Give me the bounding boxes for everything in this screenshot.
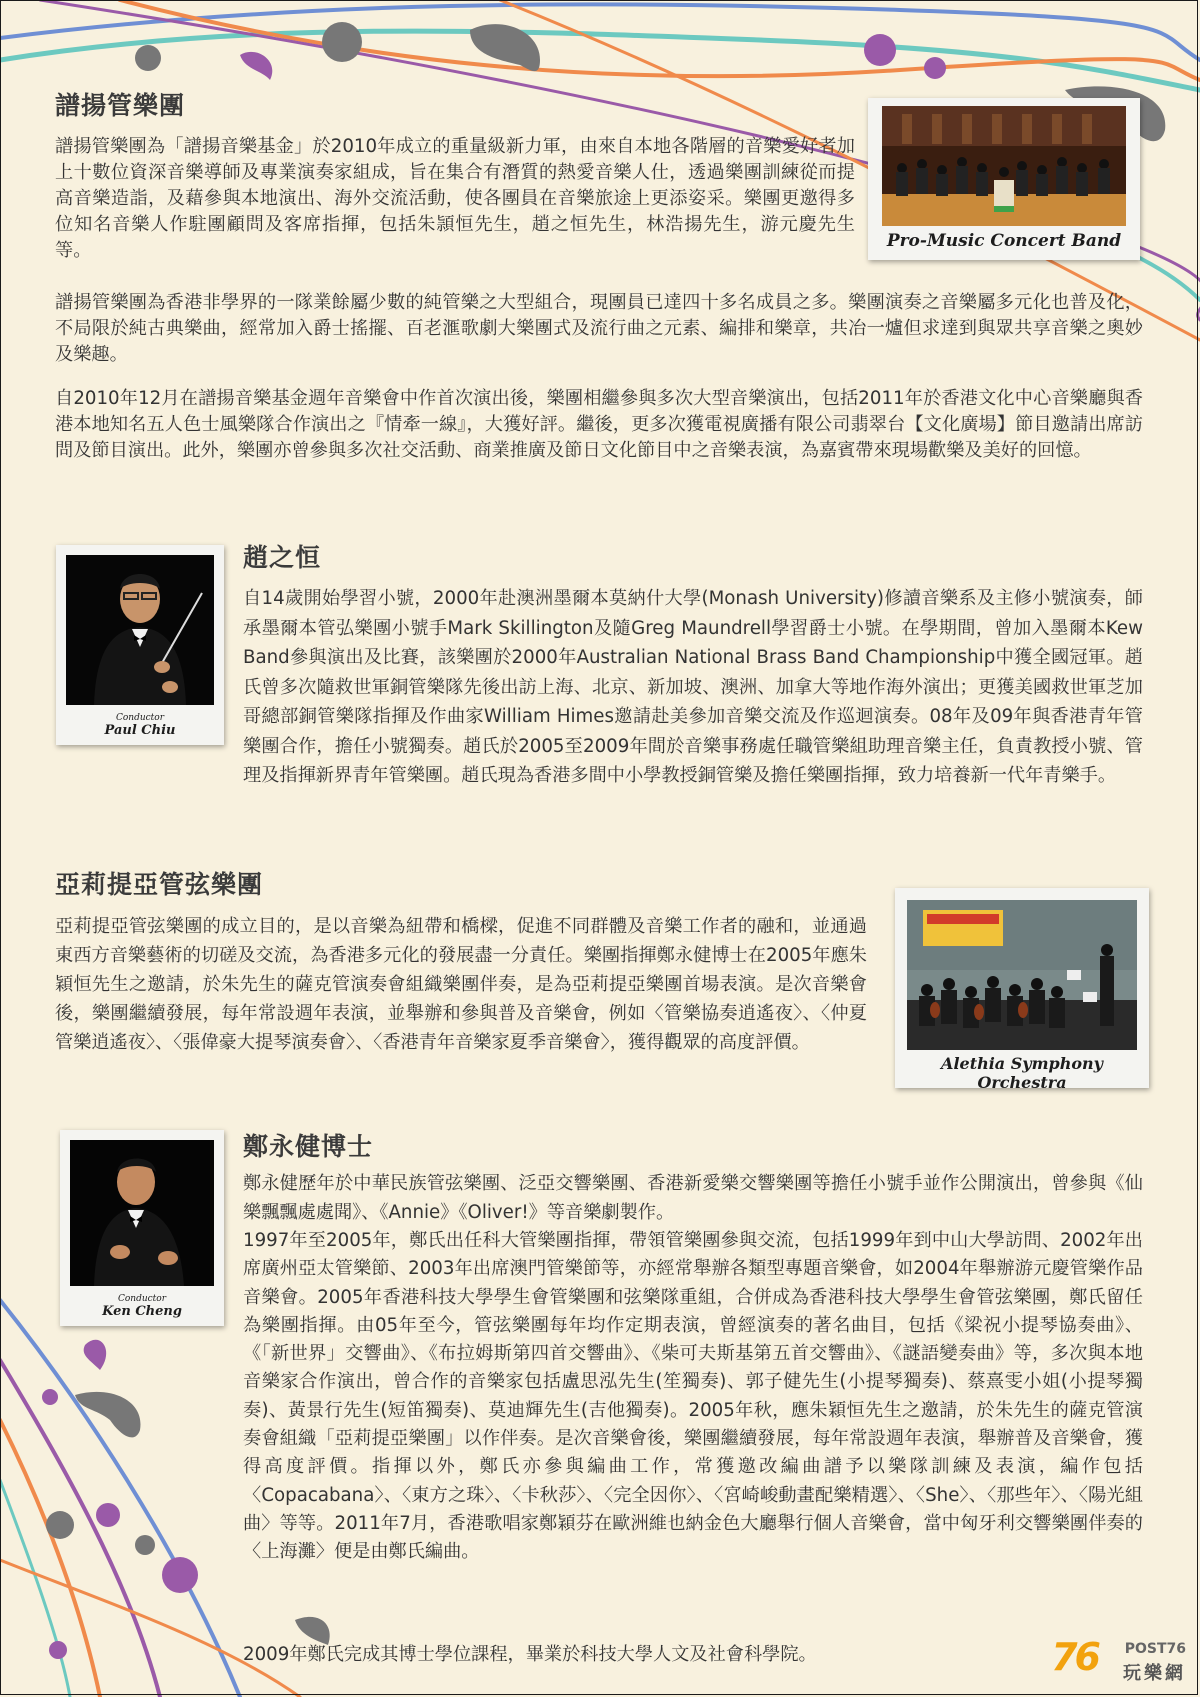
pro-music-paragraph-1: 譜揚管樂團為「譜揚音樂基金」於2010年成立的重量級新力軍，由來自本地各階層的音樂愛好者加上十數位資深音樂導師及專業演奏家組成，旨在集合有潛質的熱愛音樂人仕，透過樂團訓練從而提高音樂造詣，及藉參與本地演出、海外交流活動，使各團員在音樂旅途上更添姿采。樂團更邀得多位知名音樂人作駐團顧問及客席指揮，包括朱頴恒先生，趙之恒先生，林浩揚先生，游元慶先生等。 — [55, 136, 855, 261]
pro-music-paragraph-3: 自2010年12月在譜揚音樂基金週年音樂會中作首次演出後，樂團相繼參與多次大型音樂演出，包括2011年於香港文化中心音樂廳與香港本地知名五人色士風樂隊合作演出之『情牽一線』，大獲好評。繼後，更多次獲電視廣播有限公司翡翠台【文化廣場】節目邀請出席訪問及節目演出。此外，樂團亦曾參與多次社交活動、商業推廣及節日文化節目中之音樂表演，為嘉賓帶來現場歡樂及美好的回憶。 — [55, 388, 1143, 461]
caption-conductor-label: Conductor — [115, 713, 165, 723]
ken-cheng-paragraph-1: 鄭永健歷年於中華民族管弦樂團、泛亞交響樂團、香港新愛樂交響樂團等擔任小號手並作公開演出，曾參與《仙樂飄飄處處聞》、《Annie》《Oliver!》等音樂劇製作。 — [243, 1173, 1143, 1223]
photo-alethia-orchestra — [895, 888, 1149, 1092]
caption-conductor-label-2: Conductor — [117, 1294, 167, 1304]
caption-ken-cheng: Ken Cheng — [102, 1304, 182, 1319]
photo-paul-chiu — [56, 545, 224, 745]
paul-chiu-portrait — [66, 555, 214, 705]
caption-paul-chiu: Paul Chiu — [104, 723, 176, 738]
alethia-paragraph: 亞莉提亞管弦樂團的成立目的，是以音樂為紐帶和橋樑，促進不同群體及音樂工作者的融和，並通過東西方音樂藝術的切磋及交流，為香港多元化的發展盡一分責任。樂團指揮鄭永健博士在2005年應朱穎恒先生之邀請，於朱先生的薩克管演奏會組織樂團伴奏，是為亞莉提亞樂團首場表演。是次音樂會後，樂團繼續發展，每年常設週年表演，並舉辦和參與普及音樂會，例如〈管樂協奏逍遙夜〉、〈仲夏管樂逍遙夜〉、〈張偉豪大提琴演奏會〉、〈香港青年音樂家夏季音樂會〉，獲得觀眾的高度評價。 — [55, 916, 867, 1053]
logo-chinese: 玩樂網 — [1123, 1663, 1186, 1684]
logo-brand: POST76 — [1124, 1641, 1186, 1657]
section-title-paul-chiu: 趙之恒 — [243, 543, 322, 572]
section-title-pro-music: 譜揚管樂團 — [55, 91, 186, 120]
ken-cheng-paragraph-3: 2009年鄭氏完成其博士學位課程，畢業於科技大學人文及社會科學院。 — [243, 1644, 817, 1665]
section-title-alethia: 亞莉提亞管弦樂團 — [55, 870, 264, 899]
photo-ken-cheng — [60, 1130, 224, 1326]
paul-chiu-bio: 自14歲開始學習小號，2000年赴澳洲墨爾本莫納什大學(Monash University)修讀音樂系及主修小號演奏，師承墨爾本管弘樂團小號手Mark Skillington及隨Greg Maundrell學習爵士小號。在學期間，曾加入墨爾本Kew Band參與演出及比賽，該樂團於2000年Australian National Brass Band Championship中獲全國冠軍。趙氏曾多次隨救世軍銅管樂隊先後出訪上海、北京、新加坡、澳洲、加拿大等地作海外演出；更獲美國救世軍芝加哥總部銅管樂隊指揮及作曲家William Himes邀請赴美參加音樂交流及作巡迴演奏。08年及09年與香港青年管樂團合作，擔任小號獨奏。趙氏於2005至2009年間於音樂事務處任職管樂組助理音樂主任，負責教授小號、管理及指揮新界青年管樂團。趙氏現為香港多間中小學教授銅管樂及擔任樂團指揮，致力培養新一代年青樂手。 — [243, 588, 1143, 786]
caption-alethia: Alethia Symphony Orchestra — [941, 1054, 1103, 1092]
logo-number: 76 — [1051, 1635, 1098, 1679]
ken-cheng-paragraph-2: 1997年至2005年，鄭氏出任科大管樂團指揮，帶領管樂團參與交流，包括1999年到中山大學訪問、2002年出席廣州亞太管樂節、2003年出席澳門管樂節等，亦經常舉辦各類型專題音樂會，如2004年舉辦游元慶管樂作品音樂會。2005年香港科技大學學生會管樂團和弦樂隊重組，合併成為香港科技大學學生會管弦樂團，鄭氏留任為樂團指揮。由05年至今，管弦樂團每年均作定期表演，曾經演奏的著名曲目，包括《梁祝小提琴協奏曲》、《「新世界」交響曲》、《布拉姆斯第四首交響曲》、《柴可夫斯基第五首交響曲》、《謎語變奏曲》等，多次與本地音樂家合作演出，曾合作的音樂家包括盧思泓先生(笙獨奏)、郭子健先生(小提琴獨奏)、蔡熹雯小姐(小提琴獨奏)、黃景行先生(短笛獨奏)、莫迪輝先生(吉他獨奏)。2005年秋，應朱穎恒先生之邀請，於朱先生的薩克管演奏會組織「亞莉提亞樂團」以作伴奏。是次音樂會後，樂團繼續發展，每年常設週年表演，舉辦普及音樂會，獲得高度評價。指揮以外，鄭氏亦參與編曲工作，常獲邀改編曲譜予以樂隊訓練及表演，編作包括〈Copacabana〉、〈東方之珠〉、〈卡秋莎〉、〈完全因你〉、〈宮崎峻動畫配樂精選〉、〈She〉、〈那些年〉、〈陽光組曲〉等等。2011年7月，香港歌唱家鄭穎芬在歐洲維也納金色大廳舉行個人音樂會，當中匈牙利交響樂團伴奏的〈上海灘〉便是由鄭氏編曲。 — [243, 1230, 1143, 1563]
orchestra-image — [907, 900, 1137, 1050]
section-title-ken-cheng: 鄭永健博士 — [243, 1132, 374, 1161]
pro-music-paragraph-2: 譜揚管樂團為香港非學界的一隊業餘屬少數的純管樂之大型組合，現團員已達四十多名成員之多。樂團演奏之音樂屬多元化也普及化，不局限於純古典樂曲，經常加入爵士搖擺、百老滙歌劇大樂團式及流行曲之元素、編排和樂章，共冶一爐但求達到與眾共享音樂之奧妙及樂趣。 — [55, 292, 1143, 365]
ken-cheng-portrait — [70, 1140, 214, 1286]
concert-band-image — [882, 106, 1126, 226]
caption-pro-music: Pro-Music Concert Band — [886, 231, 1122, 251]
post76-logo[interactable] — [1006, 1635, 1186, 1684]
photo-pro-music-band — [868, 98, 1140, 260]
